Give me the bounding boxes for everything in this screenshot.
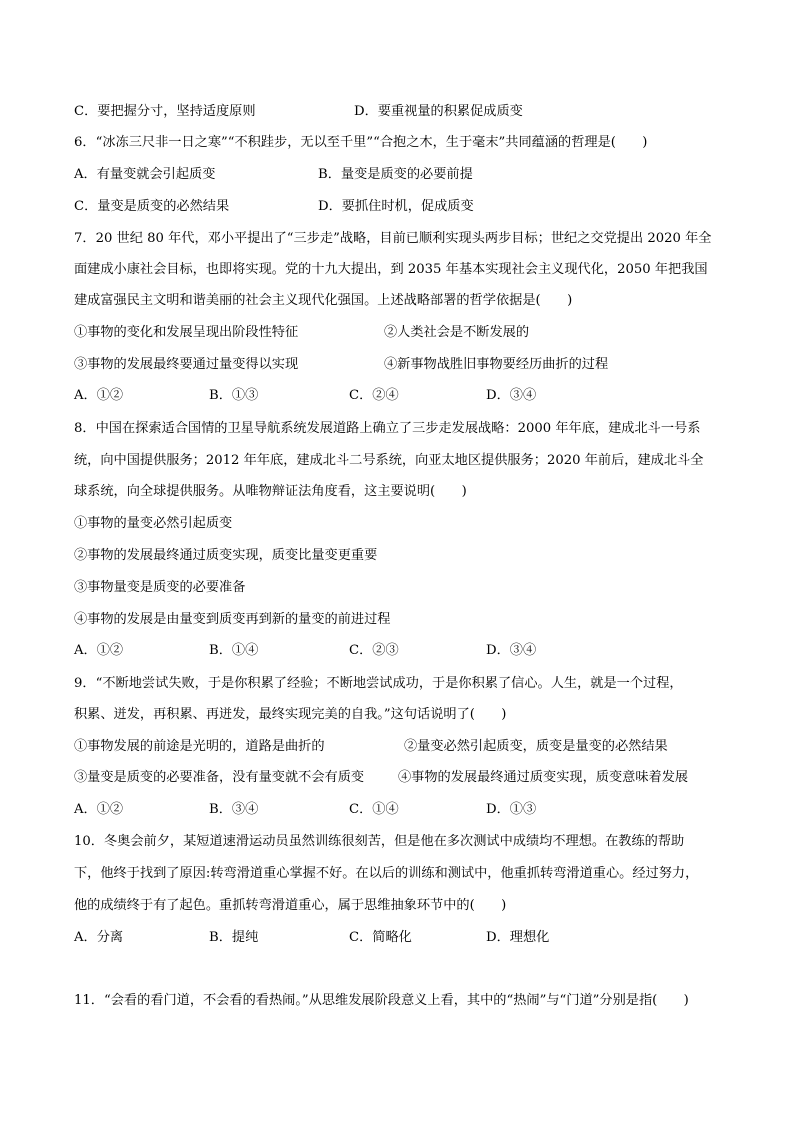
q10-option-a: A．分离 [74, 930, 124, 945]
q9-option-d: D．①③ [486, 802, 537, 817]
q7-item-3: ③事物的发展最终要通过量变得以实现 [74, 357, 299, 372]
q7-option-c: C．②④ [349, 388, 399, 403]
q5-option-d: D．要重视量的积累促成质变 [354, 104, 523, 119]
q9-item-4: ④事物的发展最终通过质变实现，质变意味着发展 [398, 770, 689, 785]
q9-option-b: B．③④ [209, 802, 259, 817]
q7-option-d: D．③④ [486, 388, 537, 403]
q7-item-1: ①事物的变化和发展呈现出阶段性特征 [74, 325, 299, 340]
q8-option-b: B．①④ [209, 643, 259, 658]
q8-option-d: D．③④ [486, 643, 537, 658]
q8-item-2: ②事物的发展最终通过质变实现，质变比量变更重要 [74, 548, 378, 563]
q5-option-c: C．要把握分寸，坚持适度原则 [74, 104, 256, 119]
q9-item-3: ③量变是质变的必要准备，没有量变就不会有质变 [74, 770, 365, 785]
q6-option-c: C．量变是质变的必然结果 [74, 199, 230, 214]
q7-stem-line-2: 面建成小康社会目标，也即将实现。党的十九大提出，到 2035 年基本实现社会主义现代化，2050 年把我国 [74, 262, 708, 277]
q7-stem-line-1: 7．20 世纪 80 年代，邓小平提出了“三步走”战略，目前已顺利实现头两步目标；世纪之交党提出 2020 年全 [74, 231, 712, 246]
q9-item-1: ①事物发展的前途是光明的，道路是曲折的 [74, 739, 325, 754]
q7-item-4: ④新事物战胜旧事物要经历曲折的过程 [384, 357, 609, 372]
q10-stem-line-3: 他的成绩终于有了起色。重抓转弯滑道重心，属于思维抽象环节中的( ) [74, 898, 507, 913]
q10-option-b: B．提纯 [209, 930, 259, 945]
q11-stem: 11．“会看的看门道，不会看的看热闹。”从思维发展阶段意义上看，其中的“热闹”与“门道”分别是指( ) [74, 993, 689, 1008]
q6-option-d: D．要抓住时机，促成质变 [318, 199, 474, 214]
q9-option-c: C．①④ [349, 802, 399, 817]
q6-stem: 6．“冰冻三尺非一日之寒”“不积跬步，无以至千里”“合抱之木，生于毫末”共同蕴涵的哲理是( ) [74, 135, 648, 150]
q7-item-2: ②人类社会是不断发展的 [384, 325, 530, 340]
q8-item-3: ③事物量变是质变的必要准备 [74, 580, 246, 595]
q8-item-1: ①事物的量变必然引起质变 [74, 516, 233, 531]
q9-item-2: ②量变必然引起质变，质变是量变的必然结果 [404, 739, 668, 754]
q8-stem-line-1: 8．中国在探索适合国情的卫星导航系统发展道路上确立了三步走发展战略：2000 年年底，建成北斗一号系 [74, 421, 701, 436]
q8-stem-line-3: 球系统，向全球提供服务。从唯物辩证法角度看，这主要说明( ) [74, 484, 467, 499]
q9-stem-line-2: 积累、迸发，再积累、再迸发，最终实现完美的自我。”这句话说明了( ) [74, 707, 507, 722]
q8-option-c: C．②③ [349, 643, 399, 658]
q10-stem-line-1: 10．冬奥会前夕，某短道速滑运动员虽然训练很刻苦，但是他在多次测试中成绩均不理想。在教练的帮助 [74, 834, 685, 849]
q10-stem-line-2: 下，他终于找到了原因:转弯滑道重心掌握不好。在以后的训练和测试中，他重抓转弯滑道重心。经过努力， [74, 866, 699, 881]
q7-option-b: B．①③ [209, 388, 259, 403]
q7-option-a: A．①② [74, 388, 124, 403]
q10-option-c: C．简略化 [349, 930, 412, 945]
q9-option-a: A．①② [74, 802, 124, 817]
q6-option-a: A．有量变就会引起质变 [74, 167, 216, 182]
q6-option-b: B．量变是质变的必要前提 [318, 167, 473, 182]
q7-stem-line-3: 建成富强民主文明和谐美丽的社会主义现代化强国。上述战略部署的哲学依据是( ) [74, 293, 573, 308]
q10-option-d: D．理想化 [486, 930, 550, 945]
q8-item-4: ④事物的发展是由量变到质变再到新的量变的前进过程 [74, 612, 391, 627]
q9-stem-line-1: 9．“不断地尝试失败，于是你积累了经验；不断地尝试成功，于是你积累了信心。人生，就是一个过程， [74, 676, 683, 691]
q8-stem-line-2: 统，向中国提供服务；2012 年年底，建成北斗二号系统，向亚太地区提供服务；2020 年前后，建成北斗全 [74, 453, 704, 468]
q8-option-a: A．①② [74, 643, 124, 658]
